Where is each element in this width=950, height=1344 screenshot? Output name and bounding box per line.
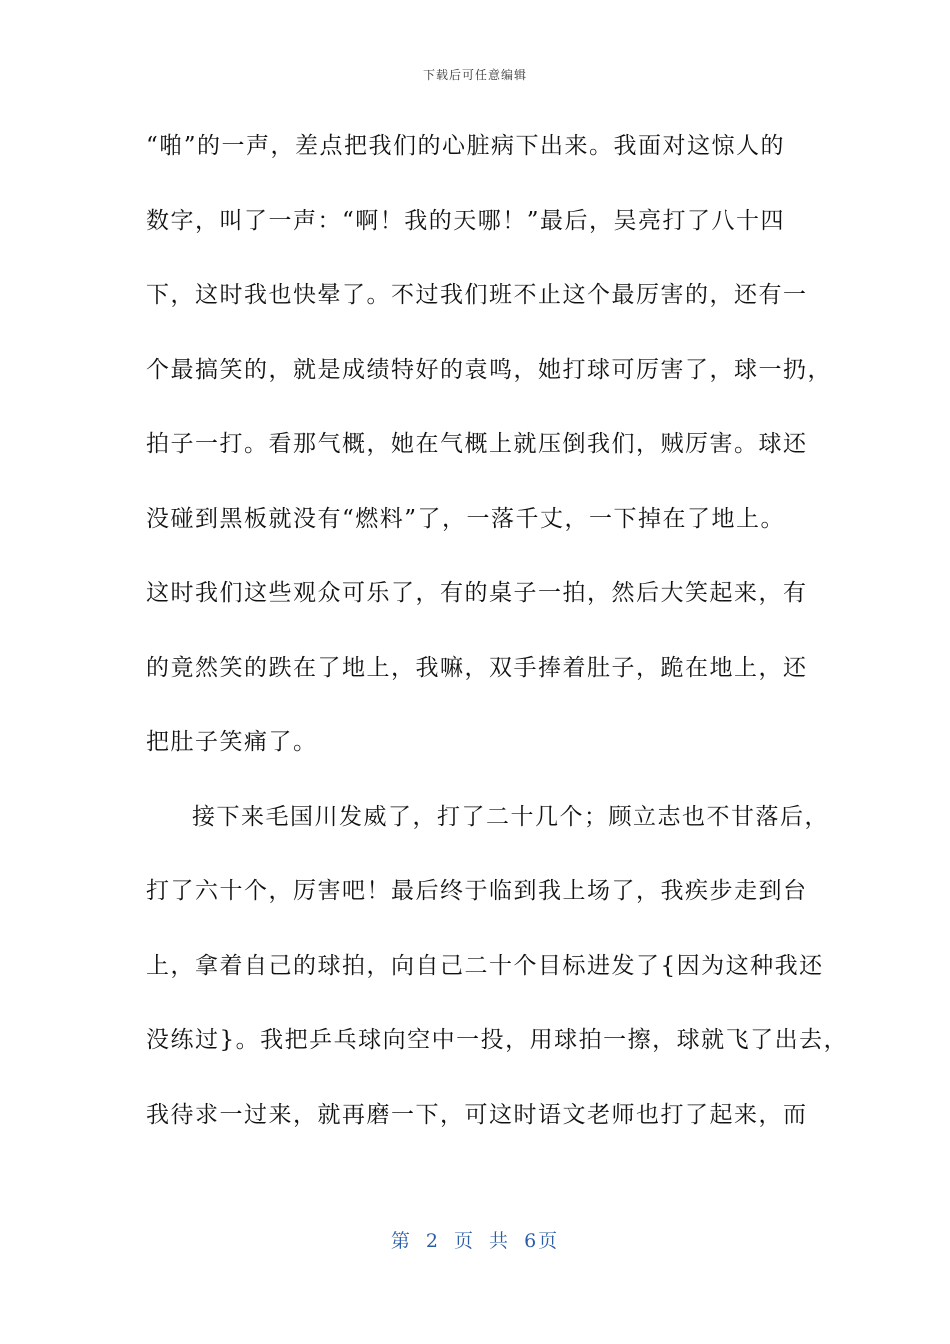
text-line: 下，这时我也快晕了。不过我们班不止这个最厉害的，还有一 <box>146 282 808 308</box>
text-line: 拍子一打。看那气概，她在气概上就压倒我们，贼厉害。球还 <box>146 431 808 457</box>
text-line: 没碰到黑板就没有“燃料”了，一落千丈，一下掉在了地上。 <box>146 505 786 532</box>
text-line: 没练过}。我把乒乓球向空中一投，用球拍一擦，球就飞了出去， <box>146 1027 849 1053</box>
text-line: “啪”的一声，差点把我们的心脏病下出来。我面对这惊人的 <box>146 133 786 159</box>
text-line: 上，拿着自己的球拍，向自己二十个目标进发了{因为这种我还 <box>146 952 824 979</box>
document-body <box>146 120 849 1163</box>
text-line: 个最搞笑的，就是成绩特好的袁鸣，她打球可厉害了，球一扔， <box>146 356 832 383</box>
text-line: 我待求一过来，就再磨一下，可这时语文老师也打了起来，而 <box>146 1101 808 1128</box>
text-line: 这时我们这些观众可乐了，有的桌子一拍，然后大笑起来，有 <box>146 580 808 606</box>
page-number-footer: 第 2 页 共 6页 <box>390 1230 560 1252</box>
text-line: 数字，叫了一声：“啊！我的天哪！”最后，吴亮打了八十四 <box>146 207 786 234</box>
page-header: 下载后可任意编辑 <box>422 68 527 82</box>
text-line: 打了六十个，厉害吧！最后终于临到我上场了，我疾步走到台 <box>146 878 808 904</box>
text-line-paragraph-start: 接下来毛国川发威了，打了二十几个；顾立志也不甘落后， <box>192 803 829 830</box>
text-line: 把肚子笑痛了。 <box>146 729 318 755</box>
text-line: 的竟然笑的跌在了地上，我嘛，双手捧着肚子，跪在地上，还 <box>146 654 808 681</box>
